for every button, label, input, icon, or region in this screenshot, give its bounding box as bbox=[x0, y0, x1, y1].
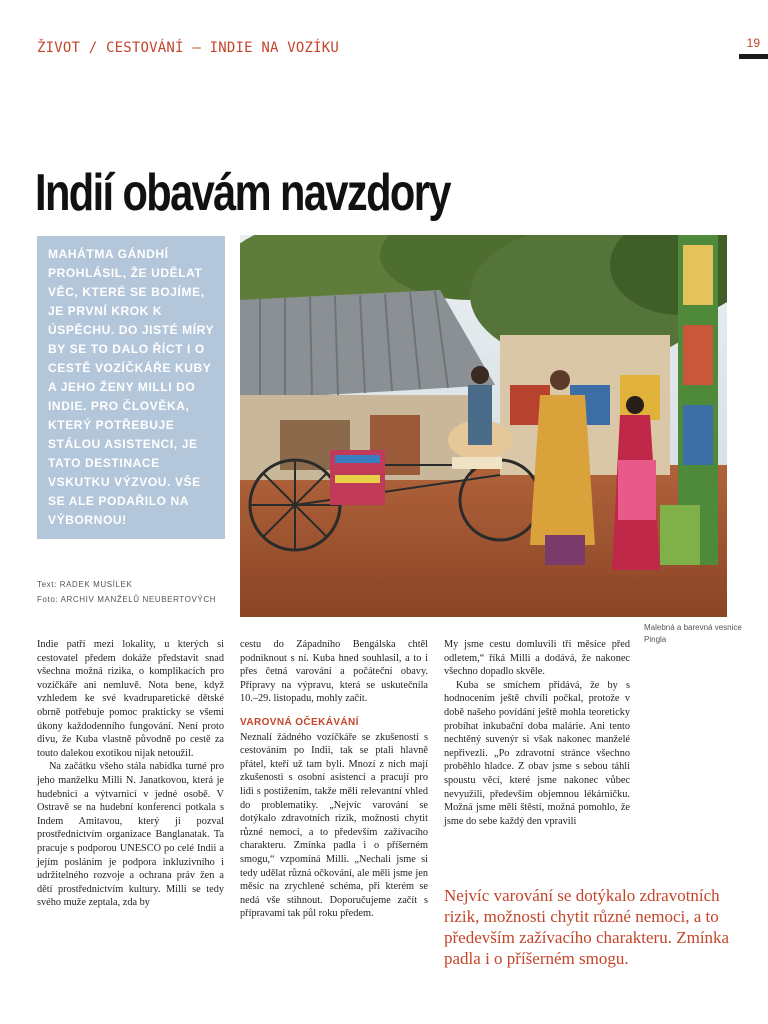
village-photo bbox=[240, 235, 727, 617]
article-column-3 bbox=[444, 638, 630, 828]
body-paragraph-visible: Na začátku všeho stála nabídka turné pro jeho manželku Milli N. Janatkovou, která je hudebnicí a výtvarnicí v jedné osobě. V Ostravě se na hudební konferenci potkala s Indem Amitavou, který ji pozval prostřednictvím organizace Banglanatak. Ta pracuje s podporou UNESCO po celé Indii a jejím posláním je podpora inkluzivního i udržitelného rozvoje a ochrana práv žen a dětí prostřednictvím kultury. Milli se tedy svého muže zeptala, zda by bbox=[37, 761, 224, 909]
article-column-1 bbox=[37, 638, 224, 910]
section-subheading: VAROVNÁ OČEKÁVÁNÍ bbox=[240, 716, 359, 728]
author-credit: Text: RADEK MUSÍLEK bbox=[37, 580, 133, 589]
pull-quote: Nejvíc varování se dotýkalo zdravotních rizik, možnosti chytit různé nemoci, a to především zažívacího charakteru. Zmínka padla i o příšerném smogu. bbox=[444, 886, 730, 968]
photo-caption: Malebná a barevná vesnice Pingla bbox=[644, 623, 742, 644]
section-breadcrumb: ŽIVOT / CESTOVÁNÍ – INDIE NA VOZÍKU bbox=[37, 40, 340, 56]
body-paragraph: Kuba se smíchem přidává, že by s hodnocením ještě chvíli počkal, protože v době našeho povídání ještě mohla teoreticky probíhat inkubační doba malárie. Ani tento nechtěný suvenýr si však nakonec manželé nepřivezli. „Po zdravotní stránce všechno proběhlo hladce. Z obav jsme s sebou táhli spoustu věcí, které jsme nakonec vůbec nevyužili, především objemnou lékárničku. Možná jsme měli štěstí, možná pomohlo, že jsme do sebe každý den vpravili bbox=[444, 679, 630, 827]
village-photo-illustration bbox=[240, 235, 727, 617]
body-paragraph: Neznalí žádného vozíčkáře se zkušeností s cestováním po Indii, tak se ptali hlavně přátel, kteří už tam byli. Mnozí z nich mají zkušenosti s osobní asistencí a pracují pro lidi s postižením, takže měli relevantní vhled do problematiky. „Nejvíc varování se dotýkalo zdravotních rizik, možnosti chytit různé nemoci, a to především zažívacího charakteru. Zmínka padla i o příšerném smogu,“ vzpomíná Milli. „Nechali jsme si tedy udělat různá očkování, ale měli jsme jen měsíc na zrychlené schéma, při kterém se nedá vše stihnout. Doporučujeme začít s přípravami tak půl roku předem. bbox=[240, 731, 428, 920]
page-number: 19 bbox=[746, 36, 760, 50]
page-number-rule bbox=[739, 54, 768, 59]
photo-credit: Foto: ARCHIV MANŽELŮ NEUBERTOVÝCH bbox=[37, 595, 217, 604]
body-paragraph-continued: My jsme cestu domluvili tři měsíce před odletem,“ říká Milli a dodává, že nakonec všechno dopadlo skvěle. bbox=[444, 639, 630, 678]
body-paragraph: Indie patří mezi lokality, u kterých si cestovatel předem dokáže představit snad všechna možná rizika, o komplikacích pro vozíčkáře ani nemluvě. Nota bene, když vzhledem ke své kvadruparetické dětské obrně potřebuje pomoc prakticky se všemi úkony každodenního fungování. Není proto divu, že Kuba vlastně původně po cestě za touto dalekou exotikou nijak netoužil. bbox=[37, 639, 224, 759]
body-paragraph-continued: cestu do Západního Bengálska chtěl podniknout s ní. Kuba hned souhlasil, a to i přes četná varování a počáteční obavy. Přípravy na výpravu, která se uskutečnila 10.–29. listopadu, mohly začít. bbox=[240, 639, 428, 705]
lead-box bbox=[37, 236, 225, 539]
article-column-2 bbox=[240, 638, 428, 921]
article-title: Indií obavám navzdory bbox=[35, 164, 450, 222]
lead-text: MAHÁTMA GÁNDHÍ PROHLÁSIL, ŽE UDĚLAT VĚC, KTERÉ SE BOJÍME, JE PRVNÍ KROK K ÚSPĚCHU. DO JISTÉ MÍRY BY SE TO DALO ŘÍCT I O CESTĚ VOZÍČKÁŘE KUBY A JEHO ŽENY MILLI DO INDIE. PRO ČLOVĚKA, KTERÝ POTŘEBUJE STÁLOU ASISTENCI, JE TATO DESTINACE VSKUTKU VÝZVOU. VŠE SE ALE PODAŘILO NA VÝBORNOU! bbox=[48, 247, 214, 527]
